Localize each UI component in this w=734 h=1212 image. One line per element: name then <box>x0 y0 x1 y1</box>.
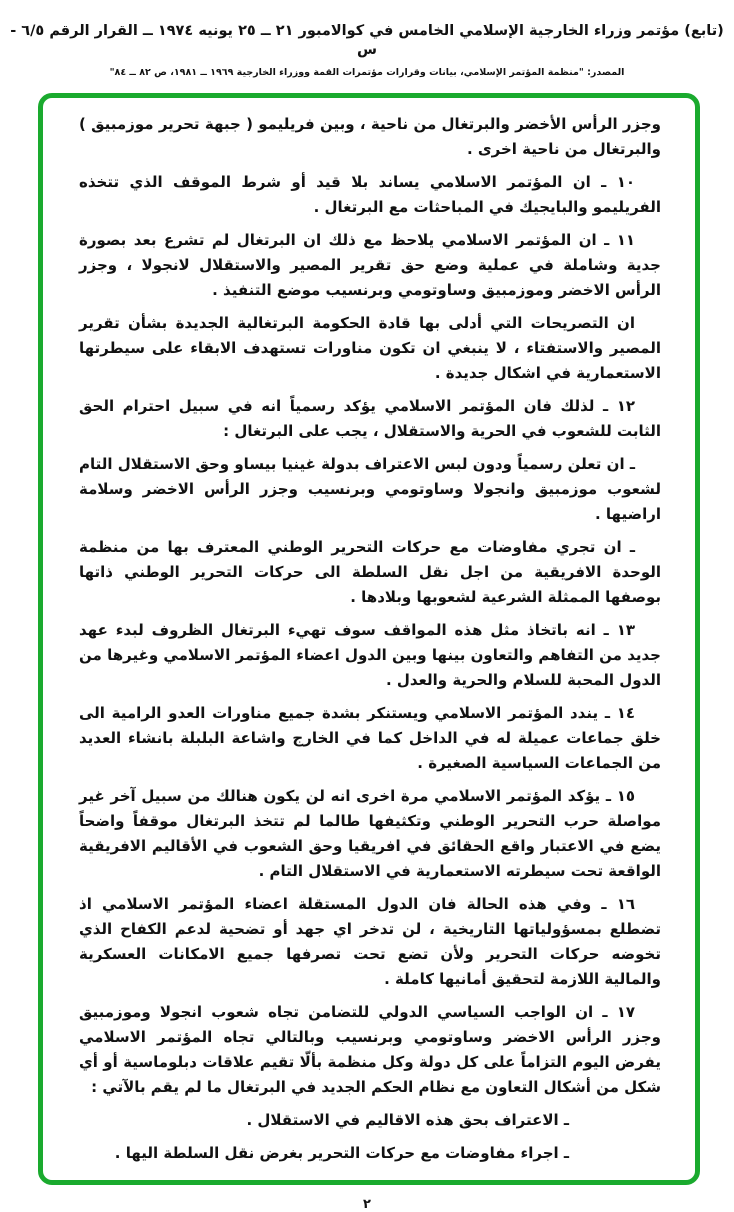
document-source: المصدر: "منظمة المؤتمر الإسلامي، بيانات وقرارات مؤتمرات القمة ووزراء الخارجية ١٩٦٩ ــ ١٩٨١، ص ٨٢ ــ ٨٤" <box>109 66 625 78</box>
paragraph-item-16: ١٦ ـ وفي هذه الحالة فان الدول المستقلة اعضاء المؤتمر الاسلامي اذ تضطلع بمسؤولياتها التاريخية ، لن تدخر اي جهد أو تضحية لدعم الكفاح الذي تخوضه حركات التحرير ولأن تضع تحت تصرفها جميع الامكانات العسكرية والمالية اللازمة لتحقيق أمانيها كاملة . <box>79 895 661 989</box>
paragraph-item-17: ١٧ ـ ان الواجب السياسي الدولي للتضامن تجاه شعوب انجولا وموزمبيق وجزر الرأس الاخضر وساوتومي وبرنسيب وبالتالي تجاه المؤتمر الاسلامي يفرض اليوم التزاماً على كل دولة وكل منظمة بألّا تقيم علاقات دبلوماسية أو أي شكل من أشكال التعاون مع نظام الحكم الجديد في البرتغال ما لم يقم بالآتي : <box>79 1003 661 1097</box>
paragraph-item-17-a: ـ الاعتراف بحق هذه الاقاليم في الاستقلال . <box>246 1111 569 1130</box>
page-number: ٢ <box>363 1197 371 1212</box>
paragraph-item-12-a: ـ ان تعلن رسمياً ودون لبس الاعتراف بدولة غينيا بيساو وحق الاستقلال التام لشعوب موزمبيق وانجولا وساوتومي وبرنسيب وجزر الرأس الاخضر وسلامة اراضيها . <box>79 455 661 524</box>
paragraph-item-12: ١٢ ـ لذلك فان المؤتمر الاسلامي يؤكد رسمياً انه في سبيل احترام الحق الثابت للشعوب في الحرية والاستقلال ، يجب على البرتغال : <box>79 397 661 441</box>
paragraph-item-12-b: ـ ان تجري مفاوضات مع حركات التحرير الوطني المعترف بها من منظمة الوحدة الافريقية من اجل نقل السلطة الى حركات التحرير الوطني ذاتها بوصفها الممثلة الشرعية لشعوبها وبلادها . <box>79 538 661 607</box>
paragraph-item-11-note: ان التصريحات التي أدلى بها قادة الحكومة البرتغالية الجديدة بشأن تقرير المصير والاستفتاء ، لا ينبغي ان تكون مناورات تستهدف الابقاء على سيطرتها الاستعمارية في اشكال جديدة . <box>79 314 661 383</box>
paragraph-item-14: ١٤ ـ يندد المؤتمر الاسلامي ويستنكر بشدة جميع مناورات العدو الرامية الى خلق جماعات عميلة له في الداخل كما في الخارج واشاعة البلبلة بانشاء العديد من الجماعات السياسية الصغيرة . <box>79 704 661 773</box>
paragraph-item-17-b: ـ اجراء مفاوضات مع حركات التحرير بغرض نقل السلطة اليها . <box>114 1144 569 1163</box>
paragraph-continuation: وجزر الرأس الأخضر والبرتغال من ناحية ، وبين فريليمو ( جبهة تحرير موزمبيق ) والبرتغال من ناحية اخرى . <box>79 115 661 159</box>
resolution-text-box <box>38 93 700 1185</box>
document-title: (تابع) مؤتمر وزراء الخارجية الإسلامي الخامس في كوالامبور ٢١ ــ ٢٥ يونيه ١٩٧٤ ــ القرار الرقم ٦/٥ - س <box>10 23 724 58</box>
paragraph-item-15: ١٥ ـ يؤكد المؤتمر الاسلامي مرة اخرى انه لن يكون هنالك من سبيل آخر غير مواصلة حرب التحرير الوطني وتكثيفها طالما لم تتخذ البرتغال موقفاً واضحاً يضع في الاعتبار واقع الحقائق في افريقيا وحق الشعوب في الأقاليم الافريقية الواقعة تحت سيطرته الاستعمارية في الاستقلال التام . <box>79 787 661 881</box>
paragraph-item-13: ١٣ ـ انه باتخاذ مثل هذه المواقف سوف تهيء البرتغال الظروف لبدء عهد جديد من التفاهم والتعاون بينها وبين الدول اعضاء المؤتمر الاسلامي وغيرها من الدول المحبة للسلام والحرية والعدل . <box>79 621 661 690</box>
paragraph-item-11: ١١ ـ ان المؤتمر الاسلامي يلاحظ مع ذلك ان البرتغال لم تشرع بعد بصورة جدية وشاملة في عملية وضع حق تقرير المصير والاستقلال لانجولا ، وجزر الرأس الاخضر وموزمبيق وساوتومي وبرنسيب موضع التنفيذ . <box>79 231 661 300</box>
document-header <box>0 0 734 78</box>
paragraph-item-10: ١٠ ـ ان المؤتمر الاسلامي يساند بلا قيد أو شرط الموقف الذي تتخذه الفريليمو والبايجيك في المباحثات مع البرتغال . <box>79 173 661 217</box>
